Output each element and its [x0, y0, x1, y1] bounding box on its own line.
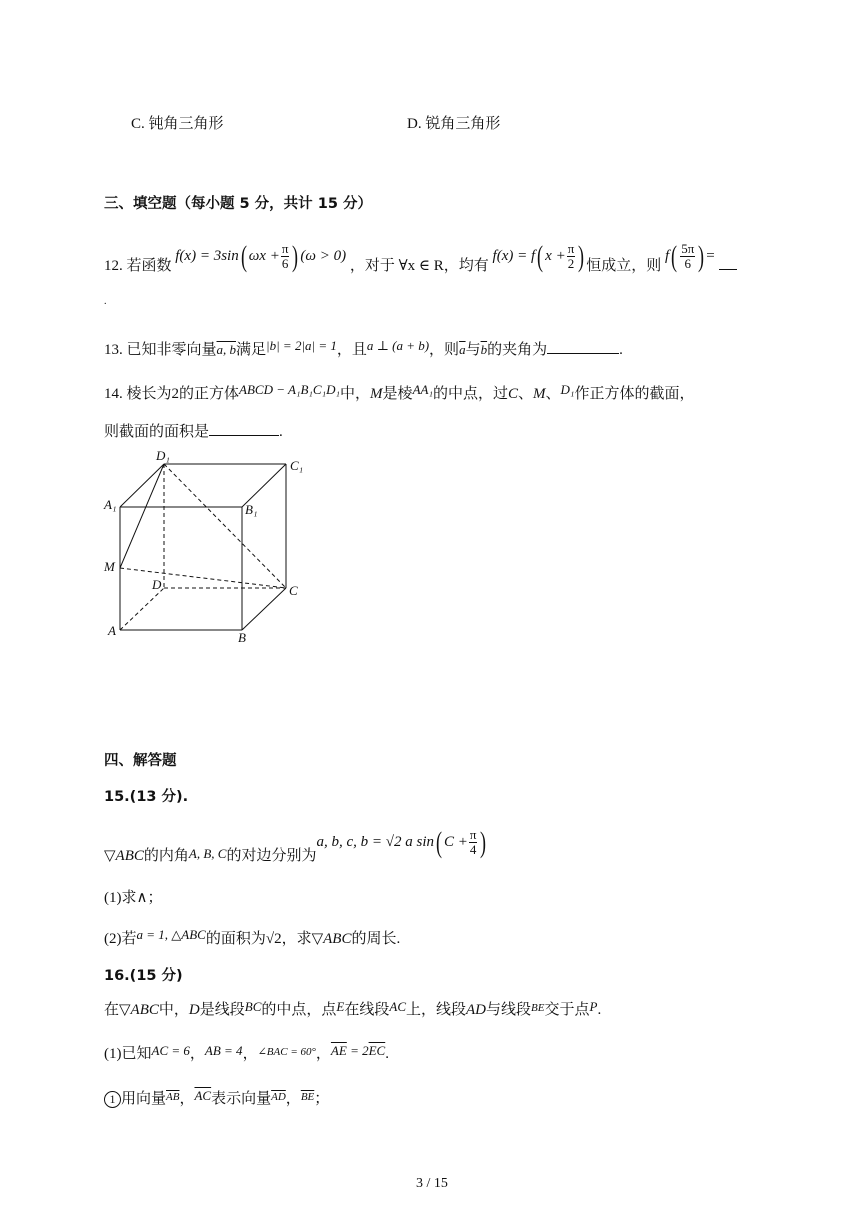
q16-line1 [104, 998, 601, 1019]
option-c: C. 钝角三角形 [131, 116, 224, 132]
q12-pi: π [281, 241, 289, 257]
q14-C: C [507, 386, 518, 402]
q16-BC: BC [244, 999, 262, 1014]
q12-frac-pi2 [567, 242, 576, 271]
q12-frac-pi6 [281, 242, 290, 271]
q16-part1 [104, 1042, 389, 1063]
q15-pi: π [469, 827, 477, 843]
q16-sub1-end: ； [314, 1091, 330, 1107]
question-14-line2 [104, 420, 283, 441]
q16-l1-e: 在线段 [344, 1002, 390, 1018]
line-d1m [120, 464, 164, 568]
q16-sep3: ， [315, 1046, 331, 1062]
q16-c4-end: . [385, 1046, 389, 1062]
q16-sub1-sep2: ， [285, 1091, 301, 1107]
q14-prefix: 14. 棱长为 [104, 386, 172, 402]
q13-answer-blank[interactable] [547, 339, 619, 354]
q14-edge: 是棱 [382, 386, 413, 402]
label-M: M [104, 559, 115, 574]
q12-omega-cond: (ω > 0) [300, 248, 347, 264]
q14-D1: D₁ [560, 382, 575, 397]
q12-paren-open: ( [240, 239, 247, 273]
q12-equals: = [706, 248, 715, 264]
q16-E: E [336, 999, 345, 1014]
label-C1: C₁ [290, 458, 304, 473]
q15-frac-pi4 [469, 828, 478, 857]
q15-cond: a, b, c, b = √2 a sin [316, 834, 434, 850]
q13-prefix: 13. 已知非零向量 [104, 342, 217, 358]
option-d: D. 锐角三角形 [407, 116, 501, 132]
q14-AA1: AA₁ [412, 382, 433, 397]
q16-l1-a: 在 [104, 1002, 120, 1018]
q14-midpoint: 的中点，过 [432, 386, 508, 402]
q12-six-2: 6 [684, 256, 691, 272]
q13-b: $\overline{b}$ [480, 342, 488, 357]
q14-sep2: 、 [545, 386, 561, 402]
q16-head: 16.(15 分) [104, 968, 183, 984]
q13-vecs: a, b [216, 342, 237, 357]
q15-p2-d: 的周长. [351, 931, 401, 947]
q16-c4-eq: = 2 [346, 1043, 369, 1058]
q12-func-inner: ωx + [248, 248, 280, 264]
q15-paren-open: ( [436, 825, 442, 859]
q15-angles: A, B, C [188, 846, 227, 861]
q15-p2-cond: a = 1, △ABC [136, 927, 206, 942]
q12-forall: ，对于 ∀x ∈ R，均有 [349, 258, 489, 274]
q15-tri: ▽ABC [104, 848, 144, 864]
question-14-line1 [104, 382, 694, 403]
q16-sub1-sep1: ， [179, 1091, 195, 1107]
q16-l1-g: 与线段 [486, 1002, 532, 1018]
q16-BE: BE [531, 1002, 545, 1014]
q12-hold: 恒成立，则 [586, 258, 662, 274]
q16-circle-1: 1 [104, 1091, 121, 1108]
q15-head: 15.(13 分). [104, 789, 189, 805]
label-A: A [108, 623, 116, 638]
q16-c4-rhs: $\overline{EC}$ [368, 1043, 386, 1058]
q12-paren2-open: ( [537, 239, 544, 273]
q15-four: 4 [469, 842, 477, 858]
q13-cond: |b| = 2|a| = 1 [266, 338, 337, 353]
q16-sub1-b: 表示向量 [211, 1091, 272, 1107]
q16-D: D [188, 1002, 200, 1018]
section-3-title: 三、填空题（每小题 5 分，共计 15 分） [104, 196, 372, 212]
q16-l1-d: 的中点，点 [261, 1002, 337, 1018]
q14-cube-text: 的正方体 [179, 386, 240, 402]
q16-sub1 [104, 1087, 329, 1108]
q15-line1 [104, 820, 488, 864]
q15-p2-b: 的面积为 [205, 931, 266, 947]
q14-mid: 中， [340, 386, 371, 402]
q16-l1-b: 中， [158, 1002, 189, 1018]
edge-b1c1 [242, 464, 286, 507]
edge-ad-hidden [120, 588, 164, 630]
q16-vAB: AB [166, 1091, 180, 1103]
q13-satisfy: 满足 [236, 342, 267, 358]
q14-answer-blank[interactable] [209, 421, 279, 436]
q12-f: f [665, 248, 670, 264]
q12-eq-inner: x + [545, 248, 566, 264]
q16-c2: AB = 4 [204, 1043, 243, 1058]
q16-l1-h: 交于点 [544, 1002, 590, 1018]
q12-pi-2: π [567, 241, 575, 257]
q16-vBE: BE [300, 1091, 315, 1103]
q16-l1-f: 上，线段 [406, 1002, 467, 1018]
q14-sep1: 、 [518, 386, 534, 402]
cube-figure [96, 446, 316, 646]
q15-text-b: 的对边分别为 [226, 848, 317, 864]
q16-vAD: AD [271, 1091, 286, 1103]
label-D1: D₁ [156, 448, 170, 463]
q12-paren3-close: ) [698, 239, 705, 273]
label-B: B [238, 630, 246, 645]
q16-p1: (1)已知 [104, 1046, 152, 1062]
q16-sep1: ， [189, 1046, 205, 1062]
q12-five-pi: 5π [681, 241, 695, 257]
q16-c3: ∠BAC = 60° [257, 1046, 316, 1058]
q15-paren-close: ) [480, 825, 487, 859]
question-12 [104, 236, 737, 276]
q15-p2-c: ，求 [281, 931, 312, 947]
label-D: D [152, 577, 162, 592]
q15-p2-a: (2)若 [104, 931, 137, 947]
q12-answer-blank[interactable] [719, 255, 737, 270]
q12-prefix: 12. 若函数 [104, 258, 172, 274]
label-C: C [289, 583, 298, 598]
q14-area: 则截面的面积是 [104, 424, 210, 440]
q16-AC: AC [389, 999, 406, 1014]
q12-paren3-open: ( [671, 239, 678, 273]
q16-l1-c: 是线段 [199, 1002, 245, 1018]
q14-end: . [279, 424, 283, 440]
q12-func-lhs: f(x) = 3sin [175, 248, 239, 264]
q12-paren-close: ) [292, 239, 299, 273]
section-4-title: 四、解答题 [104, 753, 177, 769]
q16-P: P [589, 999, 598, 1014]
q13-and: ，且 [336, 342, 367, 358]
q16-l1-i: . [597, 1002, 602, 1018]
q13-end: . [619, 342, 623, 358]
line-mc-hidden [120, 568, 286, 588]
q16-vAC: $\overline{AC}$ [194, 1088, 212, 1103]
q14-section: 作正方体的截面， [574, 386, 695, 402]
q12-two: 2 [567, 256, 575, 272]
q14-M2: M [533, 386, 546, 402]
q12-eq-lhs: f(x) = f [492, 248, 536, 264]
q15-part2 [104, 927, 400, 948]
q16-tri: ▽ABC [119, 1002, 159, 1018]
q15-p2-tri: ▽ABC [311, 931, 352, 947]
label-A1: A₁ [104, 497, 117, 512]
label-B1: B₁ [245, 502, 258, 517]
q13-a: $\overline{a}$ [459, 342, 466, 357]
q13-perp: a ⊥ (a + b) [366, 338, 430, 353]
q16-sub1-a: 用向量 [121, 1091, 167, 1107]
q12-paren2-close: ) [578, 239, 585, 273]
q12-six: 6 [281, 256, 289, 272]
q13-angle: 的夹角为 [487, 342, 548, 358]
q16-c1: AC = 6 [151, 1043, 190, 1058]
line-d1c-hidden [164, 464, 286, 588]
q16-AD: AD [466, 1002, 487, 1018]
question-13 [104, 338, 623, 359]
page-number: 3 / 15 [416, 1176, 448, 1191]
q15-sqrt2: √2 [265, 931, 282, 947]
q14-M: M [370, 386, 383, 402]
q14-two: 2 [171, 386, 180, 402]
edge-bc [242, 588, 286, 630]
q12-dot: . [104, 296, 107, 307]
q16-c4-lhs: $\overline{AE}$ [330, 1043, 347, 1058]
q13-with: 与 [465, 342, 481, 358]
q15-cond-inner: C + [444, 834, 468, 850]
q15-text-a: 的内角 [143, 848, 189, 864]
q12-frac-5pi6 [680, 242, 695, 271]
edge-a1d1 [120, 464, 164, 507]
q16-sep2: ， [242, 1046, 258, 1062]
q15-part1: (1)求∧； [104, 890, 163, 906]
q14-cube: ABCD − A₁B₁C₁D₁ [239, 382, 341, 397]
q13-then: ，则 [429, 342, 460, 358]
